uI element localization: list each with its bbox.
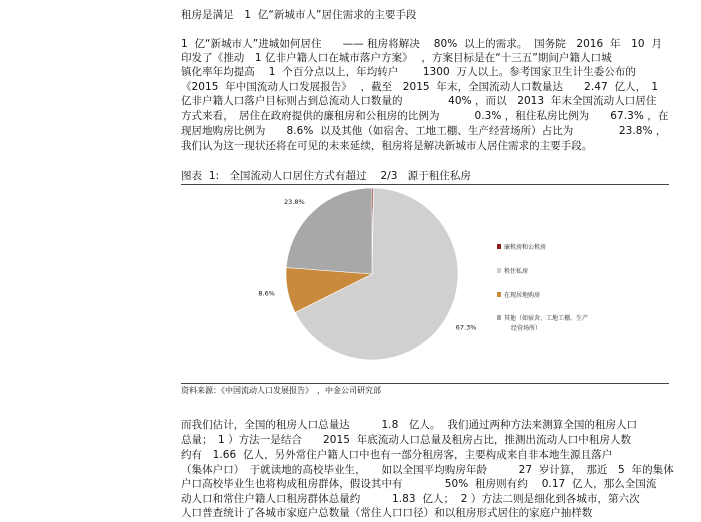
paragraph-line: 总量； 1 ）方法一是结合 2015 年底流动人口总量及租房占比，推测出流动人口中租房人数 bbox=[181, 434, 632, 446]
legend-swatch bbox=[497, 292, 501, 297]
pie-slice-label: 67.3% bbox=[455, 323, 477, 332]
paragraph-line: 动人口和常住户籍人口租房群体总量约 1.83 亿人； 2 ）方法二则是细化到各城市，第六次 bbox=[181, 493, 640, 505]
paragraph-line: 人口普查统计了各城市家庭户总数量（常住人口口径）和以租房形式居住的家庭户抽样数 bbox=[181, 507, 593, 519]
paragraph-line: 方式来看， 居住在政府提供的廉租房和公租房的比例为 0.3% ，租住私房比例为 67.3% ，在 bbox=[181, 110, 669, 122]
pie-slices bbox=[286, 188, 458, 360]
paragraph-line: （集体户口） 于就读地的高校毕业生， 如以全国平均购房年龄 27 岁计算， 那近 5 年的集体 bbox=[181, 464, 674, 476]
paragraph-line: 印发了《推动 1 亿非户籍人口在城市落户方案》 ，方案目标是在“十三五”期间户籍人口城 bbox=[181, 52, 612, 64]
figure-caption: 图表 1: 全国流动人口居住方式有超过 2/3 源于租住私房 bbox=[181, 170, 471, 182]
paragraph-line: 现居地购房比例为 8.6% 以及其他（如宿舍、工地工棚、生产经营场所）占比为 23.8% ， bbox=[181, 125, 667, 137]
paragraph-line: 镇化率年均提高 1 个百分点以上，年均转户 1300 万人以上。参考国家卫生计生委公布的 bbox=[181, 66, 636, 78]
legend-swatch bbox=[497, 244, 501, 249]
legend-label: 租住私房 bbox=[504, 268, 529, 275]
paragraph-line: 我们认为这一现状还将在可见的未来延续，租房将是解决新城市人居住需求的主要手段。 bbox=[181, 140, 593, 152]
paragraph-line: 《2015 年中国流动人口发展报告》 ，截至 2015 年末，全国流动人口数量达 2.47 亿人， 1 bbox=[181, 81, 659, 93]
pie-slice-label: 8.6% bbox=[258, 289, 275, 298]
legend-label: 其他（如宿舍、工地工棚、生产 bbox=[504, 315, 589, 322]
pie-slice-label: 23.8% bbox=[284, 197, 305, 206]
figure-bottom-rule bbox=[181, 383, 669, 384]
legend-swatch bbox=[497, 268, 501, 273]
pie-chart bbox=[181, 186, 669, 382]
paragraph-line: 1 亿“新城市人”进城如何居住 —— 租房将解决 80% 以上的需求。 国务院 2016 年 10 月 bbox=[181, 38, 662, 50]
pie-legend bbox=[497, 243, 588, 332]
paragraph-line: 而我们估计，全国的租房人口总量达 1.8 亿人。 我们通过两种方法来测算全国的租房人口 bbox=[181, 419, 638, 431]
paragraph-line: 约有 1.66 亿人，另外常住户籍人口中也有一部分租房客，主要构成来自非本地生源且落户 bbox=[181, 449, 613, 461]
paragraph-line: 亿非户籍人口落户目标则占到总流动人口数量的 40% ，而以 2013 年末全国流动人口居住 bbox=[181, 95, 657, 107]
figure-top-rule bbox=[181, 184, 669, 185]
legend-label: 经营场所） bbox=[511, 325, 542, 332]
section-heading: 租房是满足 1 亿“新城市人”居住需求的主要手段 bbox=[181, 9, 417, 21]
paragraph-line: 户口高校毕业生也将构成租房群体，假设其中有 50% 租房则有约 0.17 亿人，那么全国流 bbox=[181, 478, 657, 490]
legend-swatch bbox=[497, 315, 501, 320]
legend-label: 在现居地购房 bbox=[504, 292, 541, 299]
figure-source: 资料来源：《中国流动人口发展报告》 ，中金公司研究部 bbox=[181, 386, 381, 395]
legend-label: 廉租房和公租房 bbox=[504, 244, 547, 251]
